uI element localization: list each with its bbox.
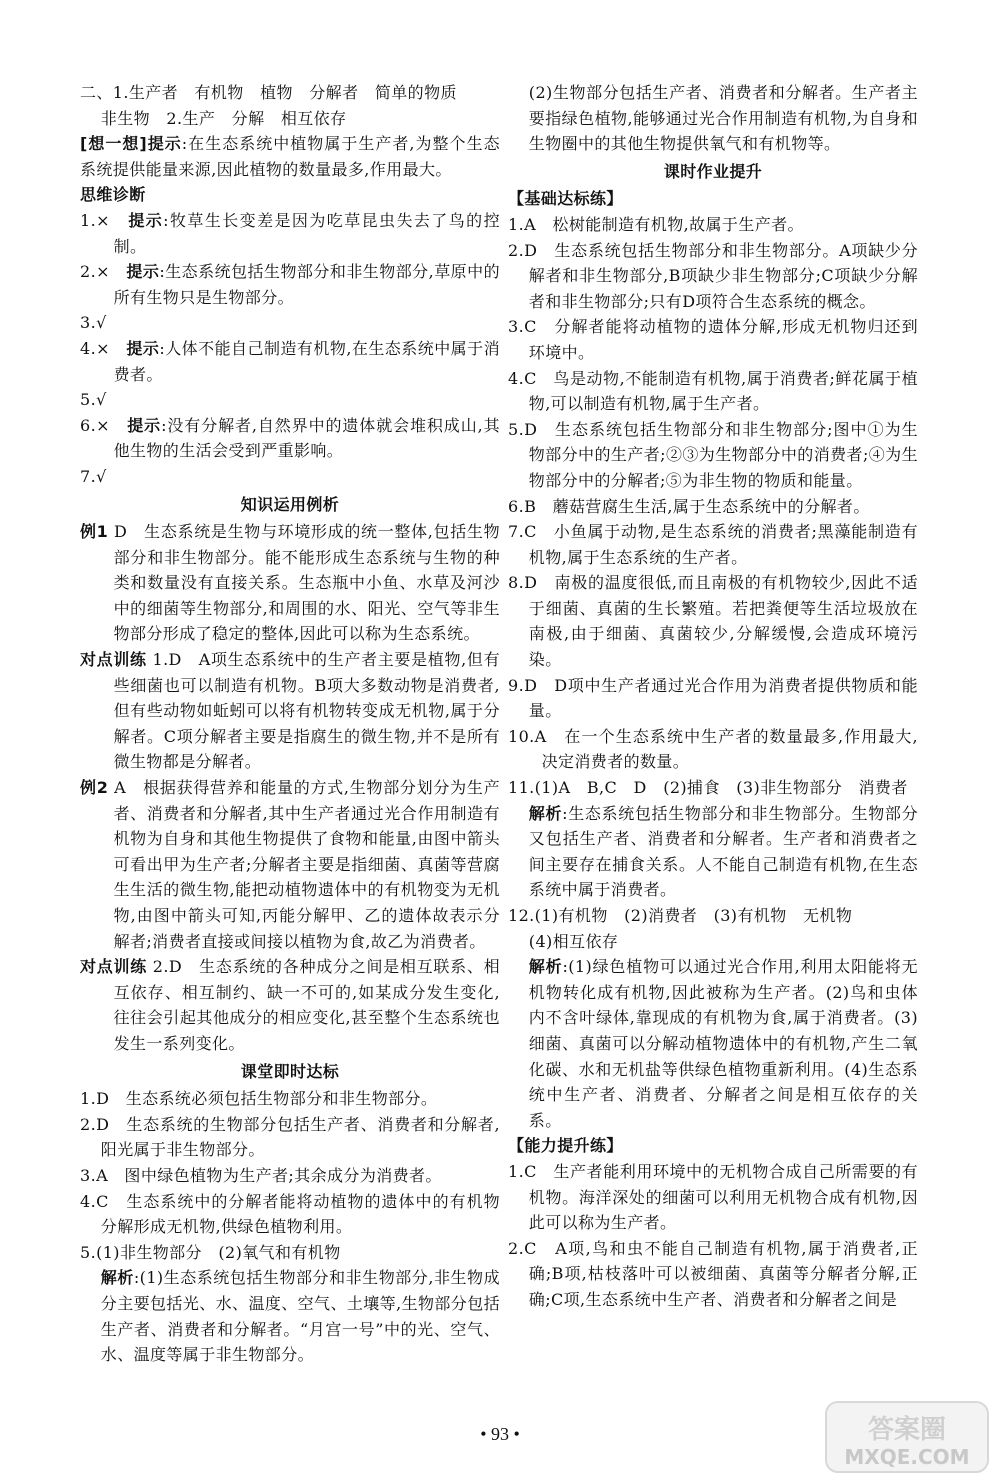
item-text: D D项中生产者通过光合作用为消费者提供物质和能量。 (524, 675, 918, 721)
item-text: C 鸟是动物,不能制造有机物,属于消费者;鲜花属于植物,可以制造有机物,属于生产者。 (524, 368, 918, 414)
item-text: A 图中绿色植物为生产者;其余成分为消费者。 (96, 1165, 442, 1185)
analysis-paragraph (508, 954, 918, 1133)
classroom-list (80, 1086, 500, 1368)
item-number: 5.√ (80, 390, 107, 410)
item-number: 3. (508, 317, 525, 337)
item-number: 6. (508, 496, 525, 516)
item-number: 7. (508, 522, 525, 542)
analysis-text: :(1)绿色植物可以通过光合作用,利用太阳能将无机物转化成有机物,因此被称为生产者。(2)鸟和虫体内不含叶绿体,靠现成的有机物为食,属于消费者。(3)细菌、真菌可以分解动植物遗体中的有机物,产生二氧化碳、水和无机盐等供绿色植物重新利用。(4)生态系统中生产者、消费者、分解者之间是相互依存的关系。 (528, 957, 918, 1130)
training-1 (80, 647, 500, 775)
list-item (80, 259, 500, 310)
list-item (80, 1163, 500, 1189)
hint-label: 提示 (127, 415, 162, 435)
item-number: 12. (508, 906, 535, 925)
list-item (80, 1189, 500, 1240)
item-number: 4. (80, 1191, 97, 1211)
homework-heading: 课时作业提升 (663, 161, 763, 181)
item-text: A 松树能制造有机物,故属于生产者。 (524, 214, 804, 234)
section-2-line-1: 二、1.生产者 有机物 植物 分解者 简单的物质 (80, 83, 457, 102)
item-text: B 蘑菇营腐生生活,属于生态系统中的分解者。 (524, 496, 870, 516)
item-number: 5. (508, 419, 525, 439)
list-item (508, 494, 918, 520)
item-text: :牧草生长变差是因为吃草昆虫失去了鸟的控制。 (113, 210, 500, 256)
list-item (80, 387, 500, 413)
ability-list (508, 1159, 918, 1313)
list-item (508, 417, 918, 494)
example-2 (80, 775, 500, 954)
page-number: • 93 • (480, 1424, 520, 1444)
analysis-continued: (2)生物部分包括生产者、消费者和分解者。生产者主要指绿色植物,能够通过光合作用制造有机物,为自身和生物圈中的其他生物提供氧气和有机物等。 (528, 83, 918, 154)
item-number: 2. (80, 1114, 97, 1134)
list-item (80, 1112, 500, 1163)
example-label: 例1 (80, 522, 109, 542)
item-number: 7.√ (80, 466, 107, 486)
list-item (508, 1236, 918, 1313)
item-text: C 分解者能将动植物的遗体分解,形成无机物归还到环境中。 (524, 317, 918, 362)
training-text: 2.D 生态系统的各种成分之间是相互联系、相互依存、相互制约、缺一不可的,如某成分发生变化,往往会引起其他成分的相应变化,甚至整个生态系统也发生一系列变化。 (113, 957, 500, 1053)
list-item (508, 212, 918, 238)
list-item (508, 366, 918, 417)
think-paragraph (80, 131, 500, 182)
item-number: 2.× (80, 262, 110, 282)
item-text: (1)非生物部分 (2)氧气和有机物 (96, 1242, 341, 1262)
item-text: (1)A B,C D (2)捕食 (3)非生物部分 消费者 (534, 778, 908, 798)
item-number: 2. (508, 1238, 525, 1258)
item-number: 4.× (80, 338, 110, 358)
item-number: 10. (508, 726, 535, 746)
list-item (508, 775, 918, 801)
think-text: :在生态系统中植物属于生产者,为整个生态系统提供能量来源,因此植物的数量最多,作用最大。 (80, 134, 500, 179)
analysis-paragraph (508, 801, 918, 903)
list-item (80, 1240, 500, 1266)
diagnosis-list (80, 208, 500, 490)
list-item (80, 1086, 500, 1112)
example-text: D 生态系统是生物与环境形成的统一整体,包括生物部分和非生物部分。能不能形成生态系统与生物的种类和数量没有直接关系。生态瓶中小鱼、水草及河沙中的细菌等生物部分,和周围的水、阳光、空气等非生物部分形成了稳定的整体,因此可以称为生态系统。 (108, 522, 500, 644)
item-number: 1. (508, 214, 525, 234)
item-text: D 生态系统包括生物部分和非生物部分。A项缺少分解者和非生物部分,B项缺少非生物部分;C项缺少分解者和非生物部分;只有D项符合生态系统的概念。 (524, 240, 918, 311)
list-item (508, 314, 918, 365)
think-label: [想一想]提示 (80, 134, 182, 154)
item-number: 5. (80, 1242, 97, 1262)
watermark-logo (822, 1398, 992, 1476)
list-item (508, 673, 918, 724)
item-text: :生态系统包括生物部分和非生物部分,草原中的所有生物只是生物部分。 (113, 262, 500, 307)
item-text: D 生态系统包括生物部分和非生物部分;图中①为生物部分中的生产者;②③为生物部分中的消费者;④为生物部分中的分解者;⑤为非生物的物质和能量。 (524, 419, 918, 490)
diagnosis-heading: 思维诊断 (80, 185, 146, 205)
item-text: C A项,鸟和虫不能自己制造有机物,属于消费者,正确;B项,枯枝落叶可以被细菌、真菌等分解者分解,正确;C项,生态系统中生产者、消费者和分解者之间是 (524, 1238, 918, 1309)
item-number: 11. (508, 778, 535, 798)
analysis-label: 解析 (100, 1268, 134, 1288)
list-item (80, 336, 500, 387)
analysis-text: :生态系统包括生物部分和非生物部分。生物部分又包括生产者、消费者和分解者。生产者和消费者之间主要存在捕食关系。人不能自己制造有机物,在生态系统中属于消费者。 (528, 803, 918, 900)
knowledge-heading: 知识运用例析 (240, 494, 340, 514)
item-number: 9. (508, 675, 525, 695)
list-item (80, 413, 500, 464)
list-item (508, 903, 918, 929)
basic-heading: 【基础达标练】 (508, 189, 623, 209)
item-text: :人体不能自己制造有机物,在生态系统中属于消费者。 (113, 338, 500, 384)
item-number: 3. (80, 1165, 97, 1185)
example-text: A 根据获得营养和能量的方式,生物部分划分为生产者、消费者和分解者,其中生产者通过光合作用制造有机物为自身和其他生物提供了食物和能量,由图中箭头可看出甲为生产者;分解者主要是指细菌、真菌等营腐生生活的微生物,能把动植物遗体中的有机物变为无机物,由图中箭头可知,丙能分解甲、乙的遗体故表示分解者;消费者直接或间接以植物为食,故乙为消费者。 (108, 778, 501, 951)
item-number: 6.× (80, 415, 110, 435)
item-number: 1. (80, 1089, 97, 1109)
item-text-continued: (4)相互依存 (528, 931, 619, 951)
item-number: 4. (508, 368, 525, 388)
svg-text:MXQE.COM: MXQE.COM (844, 1445, 970, 1469)
left-column (80, 80, 500, 1368)
item-text: C 生产者能利用环境中的无机物合成自己所需要的有机物。海洋深处的细菌可以利用无机物合成有机物,因此可以称为生产者。 (524, 1161, 918, 1233)
list-item (508, 1159, 918, 1236)
list-item (508, 238, 918, 315)
basic-list (508, 212, 918, 1133)
list-item (508, 570, 918, 672)
ability-heading: 【能力提升练】 (508, 1136, 623, 1156)
item-text: :没有分解者,自然界中的遗体就会堆积成山,其他生物的生活会受到严重影响。 (113, 415, 500, 461)
analysis-paragraph (80, 1265, 500, 1367)
right-column (508, 80, 918, 1313)
list-item (508, 519, 918, 570)
section-2-line-2: 非生物 2.生产 分解 相互依存 (100, 108, 347, 128)
item-number: 1.× (80, 210, 110, 230)
item-text: C 小鱼属于动物,是生态系统的消费者;黑藻能制造有机物,属于生态系统的生产者。 (524, 522, 918, 567)
example-label: 例2 (80, 778, 109, 798)
analysis-label: 解析 (528, 803, 563, 823)
item-text: D 南极的温度很低,而且南极的有机物较少,因此不适于细菌、真菌的生长繁殖。若把粪便等生活垃圾放在南极,由于细菌、真菌较少,分解缓慢,会造成环境污染。 (524, 573, 918, 670)
hint-label: 提示 (126, 262, 160, 282)
list-item (508, 724, 918, 775)
classroom-heading: 课堂即时达标 (240, 1061, 340, 1081)
item-number: 1. (508, 1161, 525, 1181)
list-item (80, 310, 500, 336)
list-item (80, 464, 500, 490)
item-text: D 生态系统必须包括生物部分和非生物部分。 (96, 1089, 438, 1109)
analysis-label: 解析 (528, 957, 563, 977)
item-text: C 生态系统中的分解者能将动植物的遗体中的有机物分解形成无机物,供绿色植物利用。 (96, 1191, 500, 1237)
training-label: 对点训练 (80, 957, 147, 977)
item-text: (1)有机物 (2)消费者 (3)有机物 无机物 (534, 906, 853, 925)
item-text: D 生态系统的生物部分包括生产者、消费者和分解者,阳光属于非生物部分。 (96, 1114, 500, 1160)
item-number: 8. (508, 573, 525, 593)
training-label: 对点训练 (80, 650, 147, 670)
training-2 (80, 954, 500, 1056)
svg-text:答案圈: 答案圈 (867, 1415, 947, 1445)
list-item (80, 208, 500, 259)
hint-label: 提示 (126, 338, 160, 358)
example-1 (80, 519, 500, 647)
watermark-icon (822, 1398, 992, 1476)
hint-label: 提示 (128, 210, 164, 230)
training-text: 1.D A项生态系统中的生产者主要是植物,但有些细菌也可以制造有机物。B项大多数动物是消费者,但有些动物如蚯蚓可以将有机物转变成无机物,属于分解者。C项分解者主要是指腐生的微生物,并不是所有微生物都是分解者。 (113, 650, 500, 772)
item-text: A 在一个生态系统中生产者的数量最多,作用最大,决定消费者的数量。 (534, 726, 918, 772)
analysis-text: :(1)生态系统包括生物部分和非生物部分,非生物成分主要包括光、水、温度、空气、土壤等,生物部分包括生产者、消费者和分解者。“月宫一号”中的光、空气、水、温度等属于非生物部分。 (100, 1268, 500, 1365)
item-number: 2. (508, 240, 525, 260)
item-number: 3.√ (80, 313, 107, 333)
